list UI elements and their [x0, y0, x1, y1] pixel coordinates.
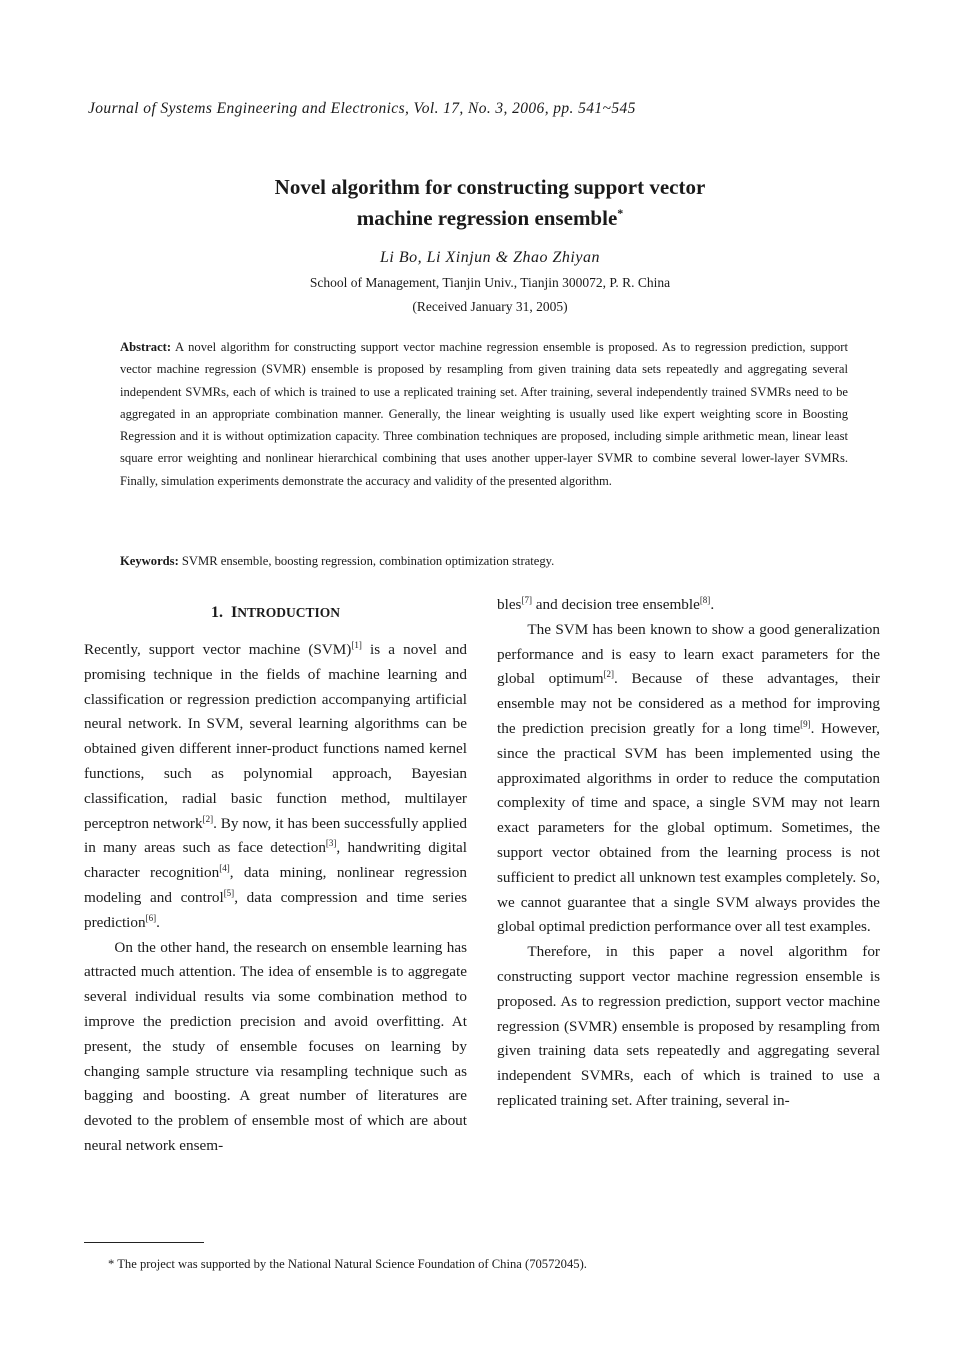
abstract-label: Abstract: [120, 340, 172, 354]
section-heading [84, 604, 467, 622]
citation: [2] [603, 669, 615, 680]
text-run: . Because of these advantages, their ensemble may not be considered as a method for improving the prediction precision greatly for a long time [497, 670, 880, 737]
citation: [7] [521, 594, 532, 605]
body-paragraph: Therefore, in this paper a novel algorithm for constructing support vector machine regression ensemble is proposed. As to regression prediction, support vector machine regression (SVMR) ensemble is proposed by resampling from given training data sets repeatedly and aggregating several independent SVMRs, each of which is trained to use a replicated training set. After training, several in- [497, 943, 880, 1109]
citation: [9] [800, 718, 811, 729]
citation: [1] [351, 639, 362, 650]
affiliation: School of Management, Tianjin Univ., Tianjin 300072, P. R. China [309, 275, 671, 290]
text-run: . However, since the practical SVM has been implemented using the approximated algorithms in order to reduce the computation complexity of time and space, a single SVM may not learn exact parameters for the global optimum. Sometimes, the support vector obtained from the learning process is not sufficient to predict all unknown test examples completely. So, we cannot guarantee that a single SVM always provides the global optimal prediction performance over all test examples. [497, 719, 880, 936]
received-date: (Received January 31, 2005) [412, 299, 568, 314]
text-run: . By now, it has been successfully applied in many areas such as face detection [84, 814, 467, 857]
text-run: , handwriting digital character recognition [84, 839, 467, 882]
text-run: Recently, support vector machine (SVM) [84, 641, 352, 658]
section-number: 1. [211, 604, 223, 621]
body-paragraph [497, 593, 880, 618]
abstract-text: A novel algorithm for constructing support vector machine regression ensemble is proposed. As to regression prediction, support vector machine regression (SVMR) ensemble is proposed by resampling from given training data sets repeatedly and aggregating several independent SVMRs, each of which is trained to use a replicated training set. After training, several independently trained SVMRs need to be aggregated in an appropriate combination manner. Generally, the linear weighting is usually used like expert weighting score in Boosting Regression and it is without optimization capacity. Three combination techniques are proposed, including simple arithmetic mean, linear least square error weighting and nonlinear hierarchical combining that uses another upper-layer SVMR to combine several lower-layer SVMRs. Finally, simulation experiments demonstrate the accuracy and validity of the presented algorithm. [120, 340, 848, 488]
section-title-rest: NTRODUCTION [237, 605, 340, 620]
text-run: The SVM has been known to show a good generalization performance and is easy to learn exact parameters for the global optimum [497, 620, 880, 688]
text-run: . [710, 596, 715, 613]
footnote-divider [84, 1242, 204, 1243]
text-run: and decision tree ensemble [531, 596, 700, 613]
footnote: * The project was supported by the National Natural Science Foundation of China (70572045). [108, 1257, 587, 1271]
text-run: is a novel and promising technique in the fields of machine learning and classification or regression prediction accompanying artificial neural network. In SVM, several learning algorithms can be obtained given different inner-product functions named kernel functions, such as polynomial approach, Bayesian classification, radial basic function method, multilayer perceptron network [84, 641, 468, 832]
right-column [497, 593, 880, 1114]
title-line-1: Novel algorithm for constructing support vector [274, 175, 706, 199]
title-footnote-mark: * [617, 206, 624, 220]
text-run: , data compression and time series prediction [84, 888, 467, 931]
citation: [8] [699, 594, 711, 605]
citation: [2] [202, 813, 214, 824]
citation: [6] [145, 912, 157, 923]
keywords [120, 554, 848, 569]
body-paragraph [497, 618, 880, 940]
text-run: . [156, 913, 160, 931]
body-paragraph [84, 638, 467, 936]
journal-citation: Journal of Systems Engineering and Electronics, Vol. 17, No. 3, 2006, pp. 541~545 [88, 100, 636, 117]
keywords-label: Keywords: [120, 554, 179, 568]
abstract [120, 336, 848, 492]
keywords-text: SVMR ensemble, boosting regression, combination optimization strategy. [178, 554, 555, 568]
text-run: bles [497, 596, 522, 613]
citation: [5] [223, 887, 235, 898]
title-line-2: machine regression ensemble [356, 206, 618, 230]
body-paragraph: On the other hand, the research on ensemble learning has attracted much attention. The idea of ensemble is to aggregate several individual results via some combination method to improve the prediction precision and avoid overfitting. At present, the study of ensemble focuses on learning by changing sample structure via resampling technique such as bagging and boosting. A great number of literatures are devoted to the problem of ensemble most of which are about neural network ensem- [84, 938, 467, 1154]
authors: Li Bo, Li Xinjun & Zhao Zhiyan [380, 249, 600, 266]
left-column [84, 638, 467, 1159]
text-run: , data mining, nonlinear regression modeling and control [84, 864, 467, 906]
section-title-initial: I [231, 604, 238, 621]
citation: [4] [219, 863, 230, 874]
paper-title [130, 172, 850, 234]
citation: [3] [325, 838, 337, 849]
